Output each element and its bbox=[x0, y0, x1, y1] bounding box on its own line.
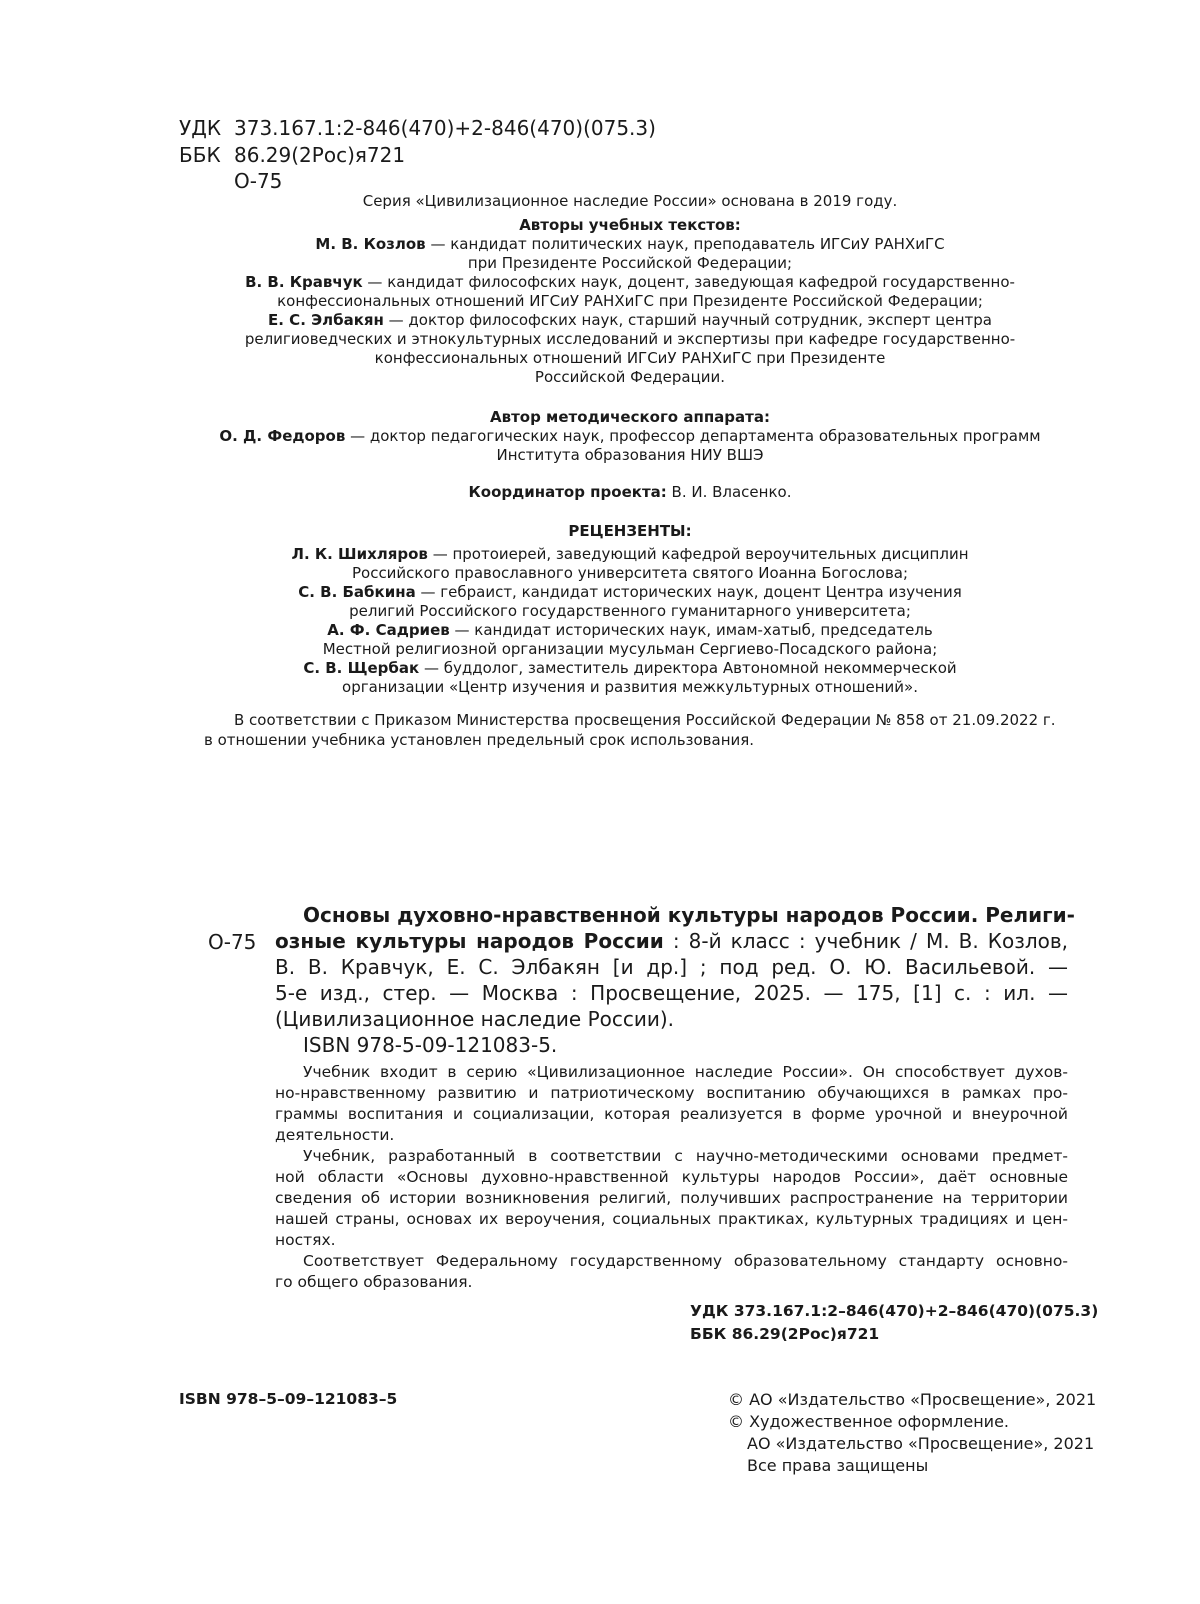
reviewer-name: А. Ф. Садриев bbox=[327, 621, 450, 639]
bbk-value: 86.29(2Рос)я721 bbox=[234, 143, 406, 167]
author-desc: — кандидат политических наук, преподаватель ИГСиУ РАНХиГС bbox=[425, 235, 945, 253]
authors-heading: Авторы учебных текстов: bbox=[519, 216, 741, 234]
reviewer-name: Л. К. Шихляров bbox=[291, 545, 428, 563]
catalog-title-part: озные культуры народов России bbox=[275, 929, 664, 953]
coordinator-label: Координатор проекта: bbox=[468, 483, 667, 501]
author-desc-line: Института образования НИУ ВШЭ bbox=[496, 446, 764, 464]
reviewer-1 bbox=[150, 545, 1110, 564]
catalog-isbn: ISBN 978-5-09-121083-5. bbox=[303, 1033, 558, 1057]
catalog-line: В. В. Кравчук, Е. С. Элбакян [и др.] ; под ред. О. Ю. Васильевой. — bbox=[275, 955, 1068, 979]
reviewer-desc: — гебраист, кандидат исторических наук, доцент Центра изучения bbox=[415, 583, 962, 601]
author-desc: — доктор педагогических наук, профессор департамента образовательных программ bbox=[345, 427, 1041, 445]
author-name: О. Д. Федоров bbox=[219, 427, 346, 445]
annotation-line: ностях. bbox=[275, 1231, 336, 1249]
author-name: Е. С. Элбакян bbox=[268, 311, 384, 329]
udk-value: 373.167.1:2-846(470)+2-846(470)(075.3) bbox=[234, 116, 656, 140]
coordinator bbox=[150, 483, 1110, 502]
reviewer-desc-line: Местной религиозной организации мусульман Сергиево-Посадского района; bbox=[322, 640, 938, 658]
reviewer-4 bbox=[150, 659, 1110, 678]
annotation-line: граммы воспитания и социализации, которая реализуется в форме урочной и внеурочной bbox=[275, 1105, 1068, 1123]
book-code: О-75 bbox=[234, 169, 283, 193]
author-name: М. В. Козлов bbox=[315, 235, 426, 253]
author-desc-line: религиоведческих и этнокультурных исследований и экспертизы при кафедре государственно- bbox=[244, 330, 1016, 348]
reviewer-3 bbox=[150, 621, 1110, 640]
reviewer-desc-line: организации «Центр изучения и развития межкультурных отношений». bbox=[342, 678, 918, 696]
reviewer-name: С. В. Бабкина bbox=[298, 583, 416, 601]
copyright-line: © АО «Издательство «Просвещение», 2021 bbox=[728, 1390, 1097, 1409]
copyright-line: © Художественное оформление. bbox=[728, 1412, 1009, 1431]
annotation-line: деятельности. bbox=[275, 1126, 395, 1144]
classification-udk: УДК 373.167.1:2–846(470)+2–846(470)(075.3) bbox=[690, 1302, 1099, 1320]
author-desc-line: конфессиональных отношений ИГСиУ РАНХиГС при Президенте bbox=[374, 349, 886, 367]
reviewer-desc-line: религий Российского государственного гуманитарного университета; bbox=[349, 602, 911, 620]
author-desc-line: конфессиональных отношений ИГСиУ РАНХиГС при Президенте Российской Федерации; bbox=[277, 292, 983, 310]
reviewer-desc: — протоиерей, заведующий кафедрой вероучительных дисциплин bbox=[427, 545, 969, 563]
series-note: Серия «Цивилизационное наследие России» основана в 2019 году. bbox=[362, 192, 898, 210]
author-name: В. В. Кравчук bbox=[245, 273, 363, 291]
author-elbakyan bbox=[150, 311, 1110, 330]
author-desc-line: Российской Федерации. bbox=[534, 368, 726, 386]
copyright-line: АО «Издательство «Просвещение», 2021 bbox=[747, 1434, 1095, 1453]
annotation-line: го общего образования. bbox=[275, 1273, 473, 1291]
author-kozlov bbox=[150, 235, 1110, 254]
method-heading: Автор методического аппарата: bbox=[490, 408, 770, 426]
catalog-code: О-75 bbox=[208, 930, 257, 954]
order-note-line: в отношении учебника установлен предельный срок использования. bbox=[204, 731, 755, 749]
udk-label: УДК bbox=[179, 116, 222, 140]
author-fedorov bbox=[150, 427, 1110, 446]
author-desc: — доктор философских наук, старший научный сотрудник, эксперт центра bbox=[383, 311, 992, 329]
catalog-line: (Цивилизационное наследие России). bbox=[275, 1007, 675, 1031]
author-desc: — кандидат философских наук, доцент, заведующая кафедрой государственно- bbox=[362, 273, 1015, 291]
reviewer-2 bbox=[150, 583, 1110, 602]
annotation-line: Соответствует Федеральному государственному образовательному стандарту основно- bbox=[303, 1252, 1068, 1270]
annotation-line: Учебник, разработанный в соответствии с научно-методическими основами предмет- bbox=[303, 1147, 1068, 1165]
reviewers-heading: РЕЦЕНЗЕНТЫ: bbox=[568, 522, 692, 540]
annotation-line: но-нравственному развитию и патриотическому воспитанию обучающихся в рамках про- bbox=[275, 1084, 1068, 1102]
annotation-line: сведения об истории возникновения религий, получивших распространение на территории bbox=[275, 1189, 1068, 1207]
coordinator-value: В. И. Власенко. bbox=[666, 483, 792, 501]
order-note-line: В соответствии с Приказом Министерства просвещения Российской Федерации № 858 от 21.09.2022 г. bbox=[234, 711, 1056, 729]
rights-reserved: Все права защищены bbox=[747, 1456, 929, 1475]
annotation-line: ной области «Основы духовно-нравственной культуры народов России», даёт основные bbox=[275, 1168, 1068, 1186]
reviewer-desc-line: Российского православного университета святого Иоанна Богослова; bbox=[351, 564, 909, 582]
author-desc-line: при Президенте Российской Федерации; bbox=[467, 254, 793, 272]
catalog-title-part: : 8-й класс : учебник / М. В. Козлов, bbox=[663, 929, 1068, 953]
bbk-label: ББК bbox=[179, 143, 221, 167]
reviewer-desc: — кандидат исторических наук, имам-хатыб, председатель bbox=[449, 621, 933, 639]
author-kravchuk bbox=[150, 273, 1110, 292]
annotation-line: нашей страны, основах их вероучения, социальных практиках, культурных традициях и цен- bbox=[275, 1210, 1068, 1228]
catalog-title-line: Основы духовно-нравственной культуры народов России. Религи- bbox=[303, 903, 1075, 927]
reviewer-name: С. В. Щербак bbox=[303, 659, 420, 677]
catalog-line: 5-е изд., стер. — Москва : Просвещение, 2025. — 175, [1] с. : ил. — bbox=[275, 981, 1068, 1005]
catalog-title-line bbox=[275, 928, 1068, 954]
footer-isbn: ISBN 978–5–09–121083–5 bbox=[179, 1390, 398, 1408]
annotation-line: Учебник входит в серию «Цивилизационное наследие России». Он способствует духов- bbox=[303, 1063, 1068, 1081]
classification-bbk: ББК 86.29(2Рос)я721 bbox=[690, 1325, 880, 1343]
reviewer-desc: — буддолог, заместитель директора Автономной некоммерческой bbox=[419, 659, 957, 677]
